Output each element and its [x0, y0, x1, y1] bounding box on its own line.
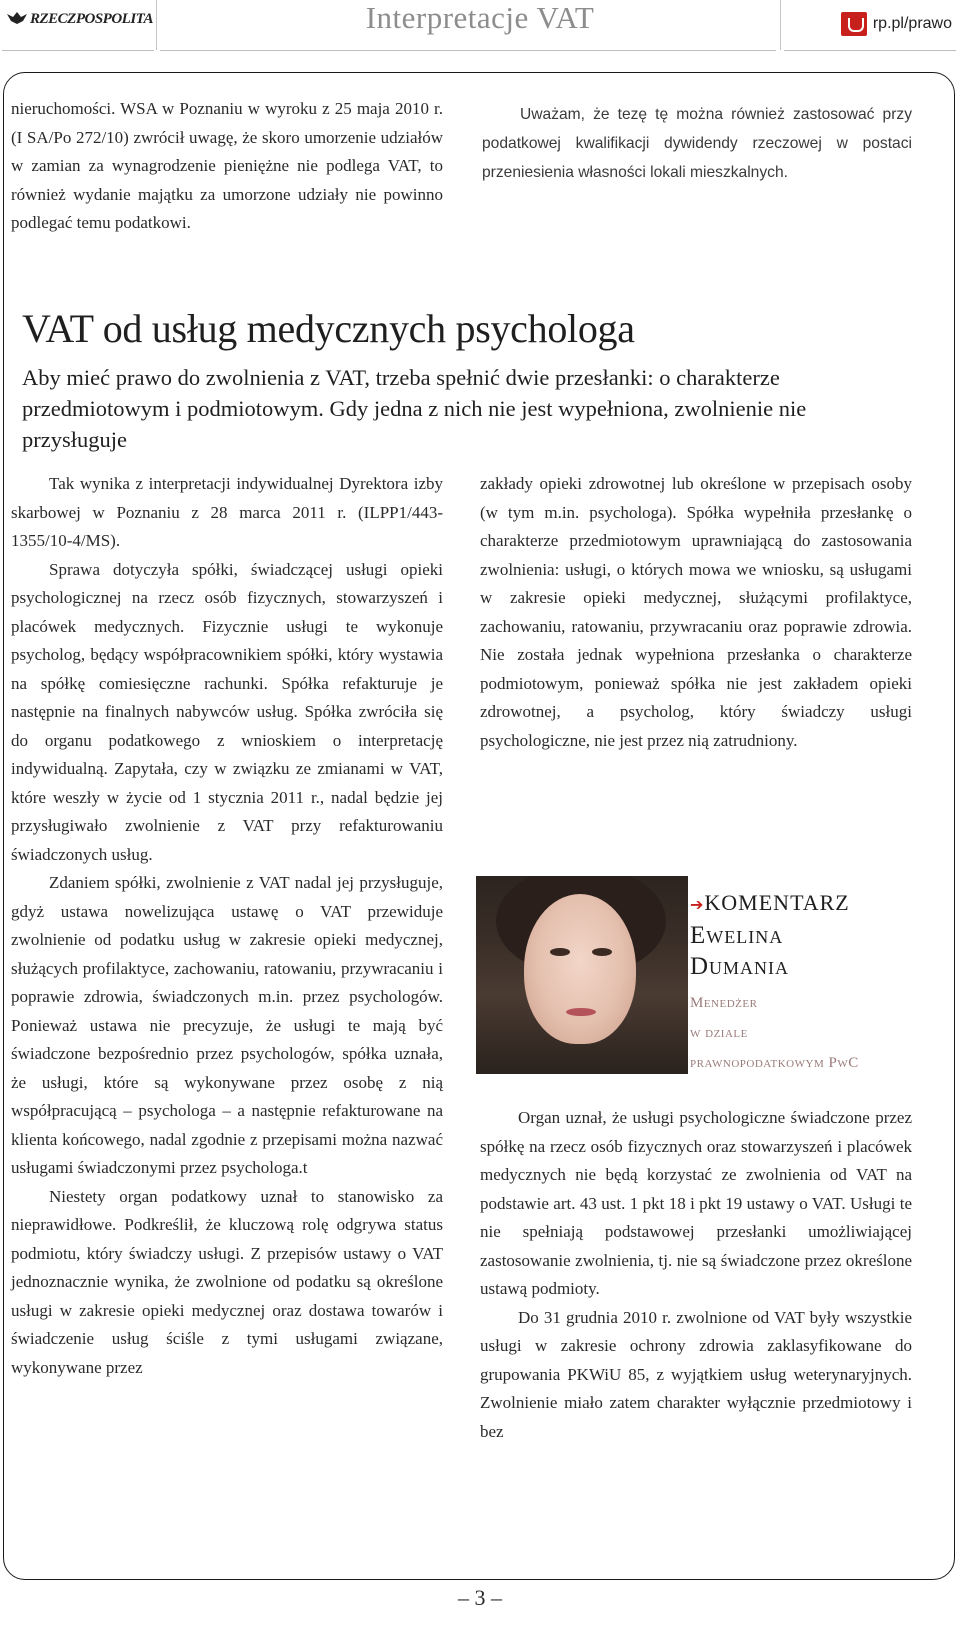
role-line: prawnopodatkowym PwC — [690, 1055, 859, 1071]
site-link-text: rp.pl/prawo — [872, 15, 952, 33]
arrow-right-icon: ➔ — [690, 897, 705, 914]
paragraph: nieruchomości. WSA w Poznaniu w wyroku z 25 maja 2010 r. (I SA/Po 272/10) zwrócił uwagę, że skoro umorzenie udziałów w zamian za wynagrodzenie pieniężne nie podlega VAT, to również wydanie majątku za umorzone udziały nie powinno podlegać temu podatkowi. — [11, 99, 443, 232]
article-right-column-top — [480, 470, 912, 755]
comment-label — [690, 890, 850, 916]
comment-label-text: KOMENTARZ — [704, 890, 850, 915]
author-last-name: Dumania — [690, 953, 790, 980]
paragraph: Niestety organ podatkowy uznał to stanowisko za nieprawidłowe. Podkreślił, że kluczową rolę odgrywa status podmiotu, który świadczy usługi. Z przepisów ustawy o VAT jednoznacznie wynika, że zwolnione od podatku są określone usługi w zakresie opieki medycznej oraz dostawa towarów i świadczenie usług ściśle z tymi usługami związane, wykonywane przez — [11, 1186, 443, 1377]
rp-logo-icon — [841, 12, 867, 36]
author-first-name: Ewelina — [690, 922, 784, 949]
header-rule — [2, 50, 154, 51]
author-role — [690, 988, 859, 1078]
header-divider — [780, 0, 781, 50]
role-line: Menedżer — [690, 995, 758, 1011]
article-left-column — [11, 470, 443, 1382]
role-line: w dziale — [690, 1025, 748, 1041]
header-divider — [156, 0, 157, 50]
header-rule — [160, 50, 776, 51]
publication-logo[interactable] — [6, 11, 153, 28]
logo-text: RZECZPOSPOLITA — [30, 11, 154, 27]
article-title: VAT od usług medycznych psychologa — [22, 306, 635, 351]
paragraph: Do 31 grudnia 2010 r. zwolnione od VAT były wszystkie usługi w zakresie ochrony zdrowia zaklasyfikowane do grupowania PKWiU 85, z wyjątkiem usług weterynaryjnych. Zwolnienie miało zatem charakter wyłącznie przedmiotowy i bez — [480, 1307, 912, 1441]
paragraph: Zdaniem spółki, zwolnienie z VAT nadal jej przysługuje, gdyż ustawa nowelizująca ustawę o VAT przewiduje zwolnienie od podatku usług w zakresie opieki medycznej, służących profilaktyce, zachowaniu, ratowaniu, przywracaniu i poprawie zdrowia, świadczonych m.in. przez psychologów. Ponieważ ustawa nie precyzuje, że usługi te mają być świadczone bezpośrednio przez psychologów, spółka uznała, że usługi, które są wykonywane przez osobę z nią współpracującą – psychologa – a następnie refakturowane na klienta końcowego, nadal zgodnie z przepisami można nazwać usługami świadczonymi przez psychologa.t — [11, 873, 443, 1177]
page-number: – 3 – — [458, 1585, 502, 1610]
section-header-title: Interpretacje VAT — [365, 0, 595, 35]
eagle-icon — [6, 11, 28, 25]
author-photo — [476, 876, 688, 1074]
top-left-column — [11, 95, 443, 238]
comment-author — [690, 920, 789, 982]
site-link[interactable] — [841, 12, 952, 36]
article-right-column-bottom — [480, 1104, 912, 1446]
paragraph: Uważam, że tezę tę można również zastosować przy podatkowej kwalifikacji dywidendy rzeczowej w postaci przeniesienia własności lokali mieszkalnych. — [482, 106, 912, 181]
article-lead: Aby mieć prawo do zwolnienia z VAT, trzeba spełnić dwie przesłanki: o charakterze przedmiotowym i podmiotowym. Gdy jedna z nich nie jest wypełniona, zwolnienie nie przysługuje — [22, 365, 807, 452]
paragraph: Tak wynika z interpretacji indywidualnej Dyrektora izby skarbowej w Poznaniu z 28 marca 2011 r. (ILPP1/443-1355/10-4/MS). — [11, 474, 443, 550]
top-right-column — [482, 100, 912, 187]
paragraph: Organ uznał, że usługi psychologiczne świadczone przez spółkę na rzecz osób fizycznych oraz stowarzyszeń i placówek medycznych nie będą korzystać ze zwolnienia od VAT na podstawie art. 43 ust. 1 pkt 18 i pkt 19 ustawy o VAT. Usługi te nie spełniają podstawowej przesłanki umożliwiającej zastosowanie zwolnienia, tj. nie są świadczone przez określone ustawą podmioty. — [480, 1108, 912, 1298]
page-header — [0, 0, 960, 52]
header-rule — [784, 50, 956, 51]
paragraph: Sprawa dotyczyła spółki, świadczącej usługi opieki psychologicznej na rzecz osób fizycznych, stowarzyszeń i placówek medycznych. Fizycznie usługi te wykonuje psycholog, będący współpracownikiem spółki, który wystawia na spółkę comiesięczne rachunki. Spółka refakturuje je następnie na finalnych nabywców usług. Spółka zwróciła się do organu podatkowego z wnioskiem o interpretację indywidualną. Zapytała, czy w związku ze zmianami w VAT, które weszły w życie od 1 stycznia 2011 r., nadal będzie jej przysługiwało zwolnienie z VAT przy refakturowaniu świadczonych usług. — [11, 559, 443, 864]
paragraph: zakłady opieki zdrowotnej lub określone w przepisach osoby (w tym m.in. psychologa). Spółka wypełniła przesłankę o charakterze przedmiotowym uprawniającą do zastosowania zwolnienia: usługi, o których mowa we wniosku, są usługami w zakresie opieki medycznej, służącymi profilaktyce, zachowaniu, ratowaniu, przywracaniu oraz poprawie zdrowia. Nie została jednak wypełniona przesłanka o charakterze podmiotowym, ponieważ spółka nie jest zakładem opieki zdrowotnej, a psycholog, który świadczy usługi psychologiczne, nie jest przez nią zatrudniony. — [480, 474, 912, 750]
